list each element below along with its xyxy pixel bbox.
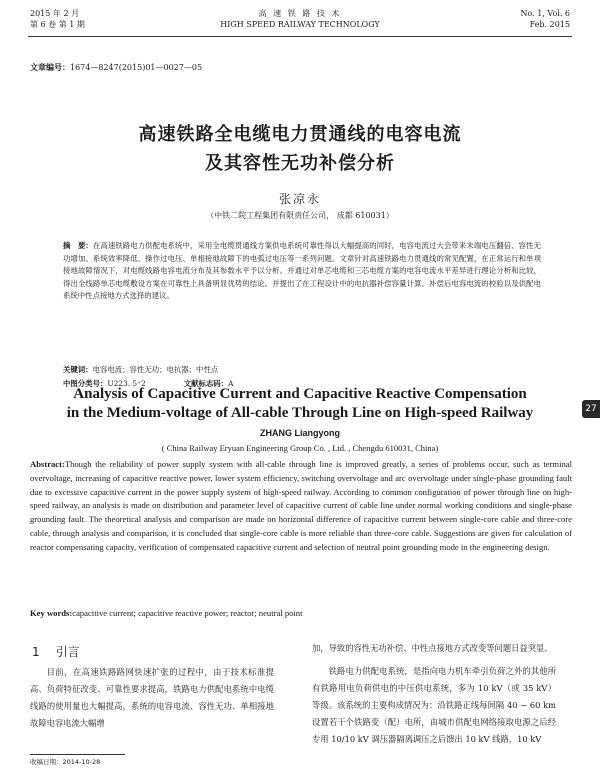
section-number: 1 [32,645,40,659]
keywords-en-label: Key words: [30,608,73,618]
doc-code-value: A [228,379,234,388]
abstract-cn-text: 在高速铁路电力供配电系统中，采用全电缆贯通线方案供电系统可靠性得以大幅提高的同时，电容电流过大会带来末端电压翻倍、容性无功增加、系统效率降低、操作过电压、单相接地故障下的电弧过电压等一系列问题。文章针对高速铁路电力贯通线的常见配置，在正常运行和单项接地故障情况下，对电缆线路电容电流分布及其参数水平予以分析。并通过对单芯电缆和三芯电缆方案的电容电流水平差异进行理论分析和比较，得出全线路单芯电缆敷设方案在可靠性上具备明显优势的结论。并提出了在工程设计中的电抗器补偿容量计算、补偿后电容电流的校验以及供配电系统中性点接地方式选择的建议。 [63,241,541,301]
author-cn: 张凉永 [278,192,321,206]
keywords-cn-label: 关键词： [63,365,93,374]
header-date: 2015 年 2 月 [30,9,80,18]
abstract-cn [63,240,541,303]
abstract-en-label: Abstract: [30,459,65,469]
header-volume: 第 6 卷 第 1 期 [30,20,85,29]
title-cn-line1: 高速铁路全电缆电力贯通线的电容电流 [138,124,462,145]
affiliation-en: ( China Railway Eryuan Engineering Group Co. , Ltd. , Chengdu 610031, China) [161,443,439,453]
header-date-en: Feb. 2015 [529,20,570,29]
article-number-label: 文章编号： [30,63,70,72]
abstract-en-text: Though the reliability of power supply system with all-cable through line is improved greatly, a series of problems occur, such as terminal overvoltage, increasing of capacitive reactive power, lower system efficiency, switching overvoltage and arc overvoltage under single-phase grounding fault due to excessive capacitive current in the power supply system of high-speed railway. According to common configuration of power through line on high-speed railway, an analysis is made on distribution and parameter level of capacitive current of cable line under normal working conditions and single-phase grounding fault. The theoretical analysis and comparison are made on horizontal difference of capacitive current between single-core cable and three-core cable, through analysis and comparison, it is concluded that single-core cable is more reliable than three-core cable. Suggestions are given for calculation of reactor compensating capacity, verification of compensated capacitive current and selection of neutral point grounding mode in the engineering design. [30,459,572,552]
section-heading [32,643,80,660]
doc-code-label: 文献标志码： [183,379,229,388]
header-right [520,8,570,30]
footnote-value: 2014-10-28 [62,758,101,766]
article-number-value: 1674—8247(2015)01—0027—05 [70,63,203,72]
title-en-line2: in the Medium-voltage of All-cable Through Line on High-speed Railway [66,405,534,421]
header-center [0,8,600,30]
abstract-en [30,458,572,555]
body-paragraph: 铁路电力供配电系统，是指向电力机车牵引负荷之外的其他所有铁路用电负荷供电的中压供电系统，多为 10 kV（或 35 kV）等级。该系统的主要构成情况为：沿铁路正线每间隔 40 ~ 60 km 设置若干个铁路变（配）电所，由城市供配电网络接取电源之后经专用 10/10 kV 调压器隔离调压之后馈出 10 kV 线路，10 kV [312,666,556,744]
journal-name-cn: 高 速 铁 路 技 术 [258,9,342,18]
article-number [30,62,202,73]
section-title: 引言 [55,645,80,659]
footnote-rule [30,754,125,755]
title-cn-line2: 及其容性无功补偿分析 [205,153,395,174]
class-value: U223. 5⁺2 [107,379,146,388]
footnote [30,757,100,766]
affiliation-cn: （中铁二院工程集团有限责任公司， 成都 610031） [206,211,394,220]
body-paragraph: 加，导致的容性无功补偿、中性点接地方式改变等问题日益突显。 [312,643,553,653]
keywords-en-text: capacitive current; capacitive reactive power; reactor; neutral point [72,608,303,618]
header-rule [28,36,572,37]
author-en: ZHANG Liangyong [260,428,340,438]
class-label: 中图分类号： [63,379,108,388]
title-en-line1: Analysis of Capacitive Current and Capacitive Reactive Compensation [73,386,527,402]
keywords-cn-text: 电容电流；容性无功；电抗器；中性点 [92,365,219,374]
abstract-cn-label: 摘 要： [63,241,93,250]
header-issue: No. 1, Vol. 6 [520,9,570,18]
journal-name-en: HIGH SPEED RAILWAY TECHNOLOGY [220,20,380,29]
keywords-cn [63,364,218,375]
page-number-badge: 27 [582,400,600,418]
body-paragraph: 目前，在高速铁路路网快速扩张的过程中，由于技术标准提高、负荷特征改变、可靠性要求提高，铁路电力供配电系统中电缆线路的使用量也大幅提高，系统的电容电流、容性无功、单相接地故障电容电流大幅增 [30,667,274,728]
keywords-en [30,608,303,618]
body-column-right [312,640,556,748]
footnote-label: 收稿日期： [30,758,63,766]
body-column-left [30,664,274,732]
